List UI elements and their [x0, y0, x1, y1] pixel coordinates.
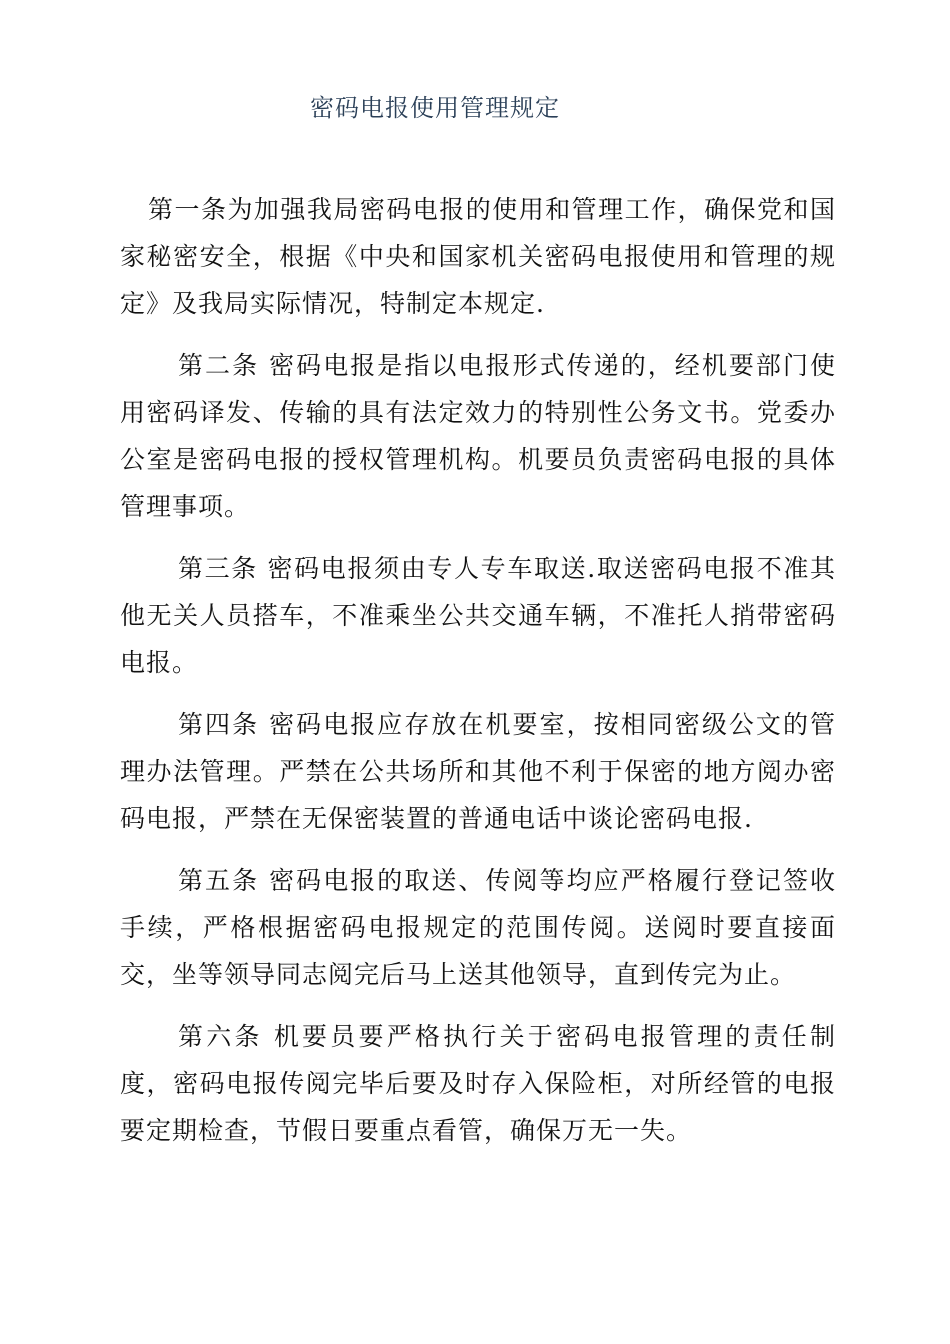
document-title: 密码电报使用管理规定: [310, 94, 560, 122]
article-1-paragraph: 第一条为加强我局密码电报的使用和管理工作，确保党和国家秘密安全，根据《中央和国家机关密码电报使用和管理的规定》及我局实际情况，特制定本规定.: [120, 195, 836, 318]
article-5-paragraph: 第五条 密码电报的取送、传阅等均应严格履行登记签收手续，严格根据密码电报规定的范围传阅。送阅时要直接面交，坐等领导同志阅完后马上送其他领导，直到传完为止。: [120, 866, 836, 989]
article-4-paragraph: 第四条 密码电报应存放在机要室，按相同密级公文的管理办法管理。严禁在公共场所和其他不利于保密的地方阅办密码电报，严禁在无保密装置的普通电话中谈论密码电报.: [120, 710, 836, 833]
document-body: [120, 186, 836, 1169]
article-3-paragraph: 第三条 密码电报须由专人专车取送.取送密码电报不准其他无关人员搭车，不准乘坐公共交通车辆，不准托人捎带密码电报。: [120, 554, 836, 677]
article-6-paragraph: 第六条 机要员要严格执行关于密码电报管理的责任制度，密码电报传阅完毕后要及时存入保险柜，对所经管的电报要定期检查，节假日要重点看管，确保万无一失。: [120, 1022, 836, 1145]
article-2-paragraph: 第二条 密码电报是指以电报形式传递的，经机要部门使用密码译发、传输的具有法定效力的特别性公务文书。党委办公室是密码电报的授权管理机构。机要员负责密码电报的具体管理事项。: [120, 351, 836, 521]
